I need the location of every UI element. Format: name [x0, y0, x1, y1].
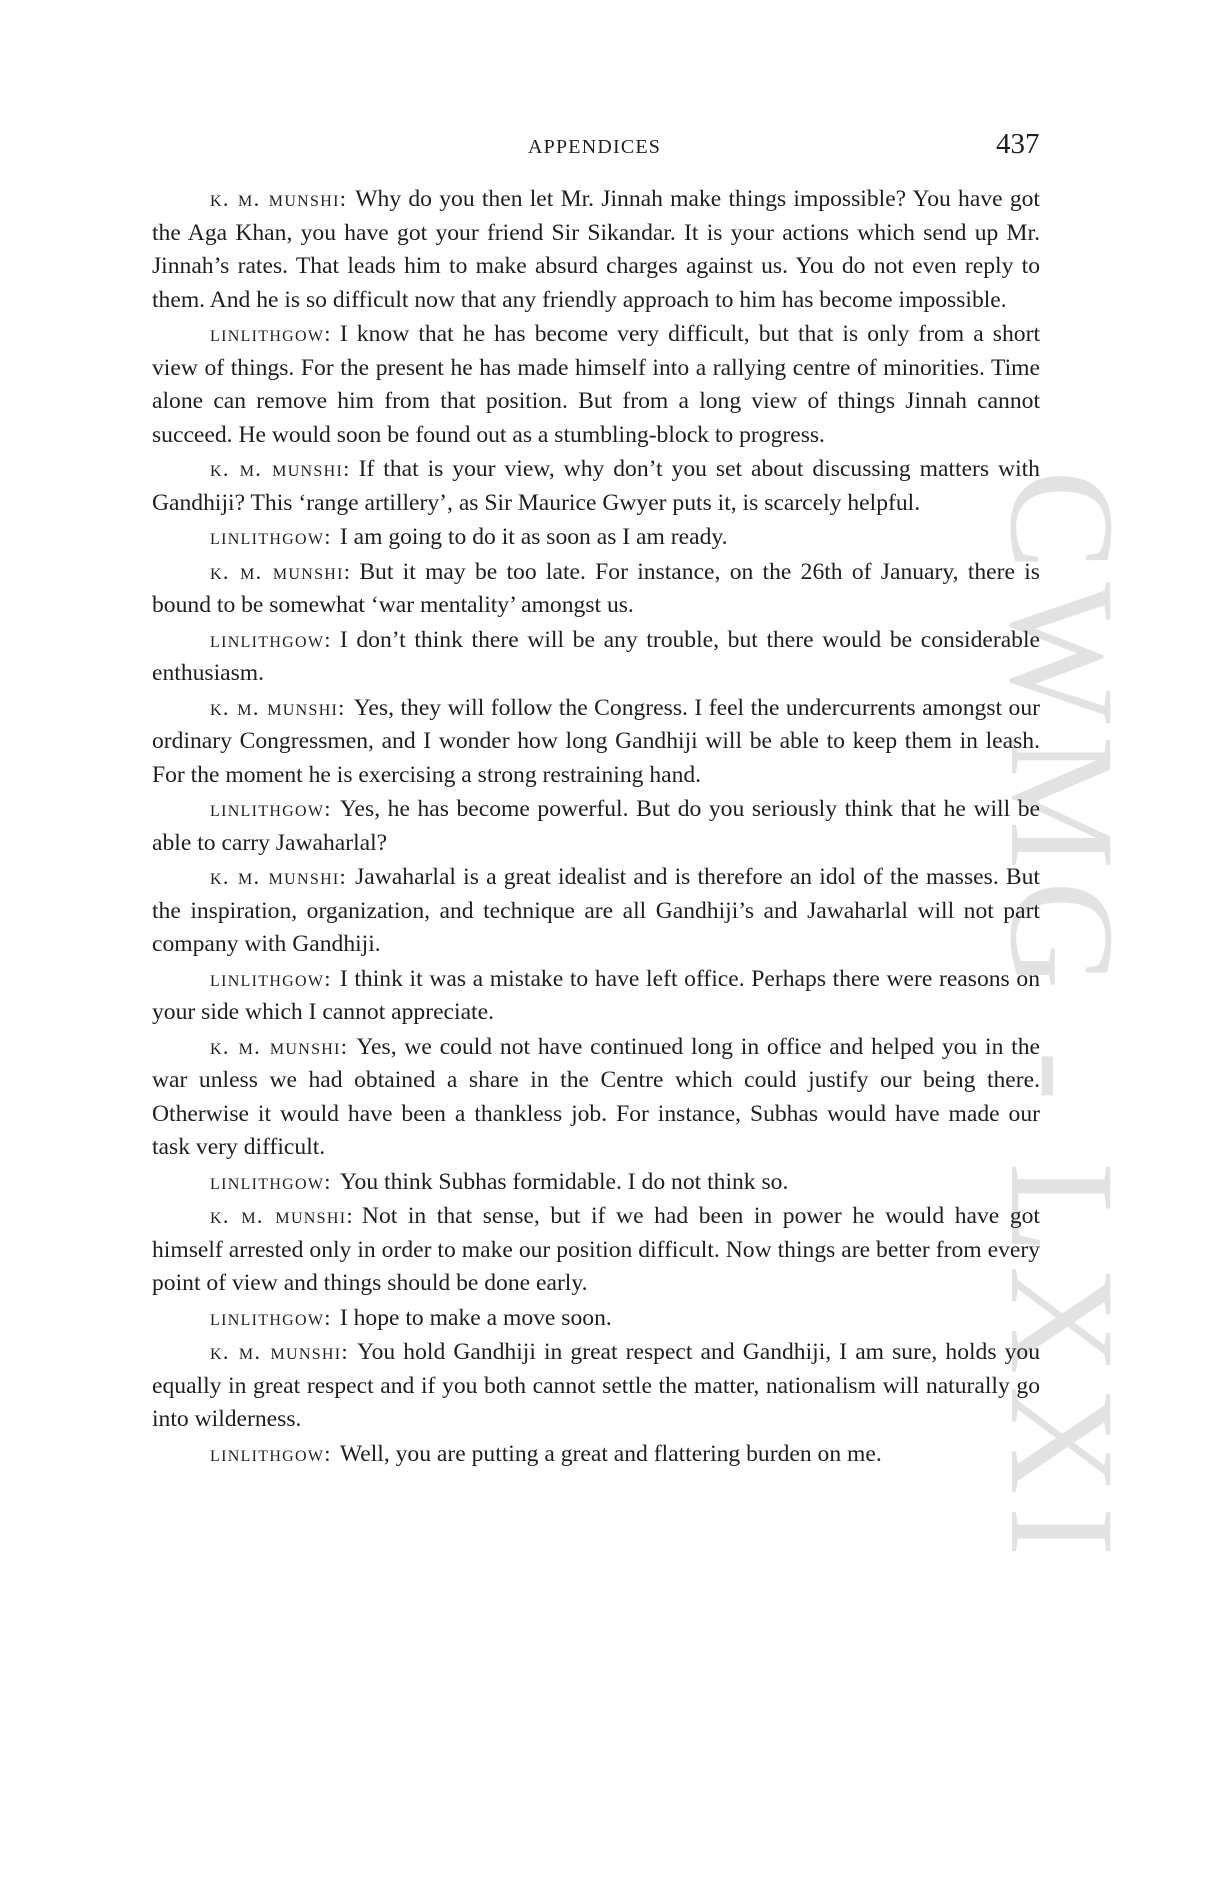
speaker-name: linlithgow:: [210, 1440, 332, 1466]
speaker-name: k. m. munshi:: [210, 558, 352, 584]
speaker-name: k. m. munshi:: [210, 186, 348, 211]
speaker-name: k. m. munshi:: [210, 1203, 354, 1228]
speaker-name: linlithgow:: [210, 1304, 332, 1330]
dialogue-paragraph: [152, 317, 1040, 452]
speech-text: You hold Gandhiji in great respect and Gandhiji, I am sure, holds you equally in great respect and if you both cannot settle the matter, nationalism will naturally go into wilderness.: [152, 1339, 1040, 1432]
speech-text: I am going to do it as soon as I am ready.: [339, 524, 728, 550]
dialogue-paragraph: [152, 623, 1040, 691]
dialogue-paragraph: [152, 1335, 1040, 1437]
dialogue-paragraph: [152, 792, 1040, 860]
speech-text: Yes, they will follow the Congress. I feel the undercurrents amongst our ordinary Congressmen, and I wonder how long Gandhiji will be able to keep them in leash. For the moment he is exercising a strong restraining hand.: [152, 694, 1040, 788]
speech-text: I hope to make a move soon.: [339, 1304, 612, 1331]
dialogue-paragraph: [152, 1199, 1040, 1301]
speech-text: Well, you are putting a great and flattering burden on me.: [339, 1440, 882, 1467]
dialogue-paragraph: [152, 1165, 1040, 1200]
speech-text: Not in that sense, but if we had been in power he would have got himself arrested only in order to make our position difficult. Now things are better from every point of view and things should be done early.: [152, 1203, 1040, 1296]
speech-text: Why do you then let Mr. Jinnah make things impossible? You have got the Aga Khan, you have got your friend Sir Sikandar. It is your actions which send up Mr. Jinnah’s rates. That leads him to make absurd charges against us. You do not even reply to them. And he is so difficult now that any friendly approach to him has become impossible.: [152, 186, 1040, 313]
speaker-name: k. m. munshi:: [210, 864, 348, 889]
speech-text: I don’t think there will be any trouble, but there would be considerable enthusiasm.: [152, 626, 1040, 686]
page-number: 437: [996, 128, 1040, 160]
speaker-name: linlithgow:: [210, 796, 332, 821]
speaker-name: linlithgow:: [210, 321, 332, 346]
speech-text: But it may be too late. For instance, on the 26th of January, there is bound to be somewhat ‘war mentality’ amongst us.: [152, 558, 1040, 618]
dialogue-paragraph: [152, 452, 1040, 520]
speech-text: Yes, we could not have continued long in office and helped you in the war unless we had obtained a share in the Centre which could justify our being there. Otherwise it would have been a thankless job. For instance, Subhas would have made our task very difficult.: [152, 1033, 1040, 1160]
speaker-name: linlithgow:: [210, 965, 332, 991]
dialogue-paragraph: [152, 182, 1040, 317]
dialogue-text: [152, 182, 1040, 1471]
speaker-name: k. m. munshi:: [210, 1033, 349, 1059]
speaker-name: k. m. munshi:: [210, 1339, 349, 1364]
watermark-text: CWMG - LXXI: [979, 470, 1145, 1569]
dialogue-paragraph: [152, 962, 1040, 1030]
dialogue-paragraph: [152, 691, 1040, 793]
speaker-name: linlithgow:: [210, 524, 332, 549]
speaker-name: linlithgow:: [210, 626, 332, 652]
speech-text: I think it was a mistake to have left office. Perhaps there were reasons on your side which I cannot appreciate.: [152, 965, 1040, 1025]
dialogue-paragraph: [152, 555, 1040, 623]
speech-text: Yes, he has become powerful. But do you seriously think that he will be able to carry Jawaharlal?: [152, 796, 1040, 856]
dialogue-paragraph: [152, 1301, 1040, 1336]
speech-text: Jawaharlal is a great idealist and is therefore an idol of the masses. But the inspiration, organization, and technique are all Gandhiji’s and Jawaharlal will not part company with Gandhiji.: [152, 864, 1040, 957]
speech-text: If that is your view, why don’t you set about discussing matters with Gandhiji? This ‘range artillery’, as Sir Maurice Gwyer puts it, is scarcely helpful.: [152, 456, 1040, 516]
dialogue-paragraph: [152, 1030, 1040, 1165]
speaker-name: linlithgow:: [210, 1168, 332, 1194]
dialogue-paragraph: [152, 520, 1040, 555]
running-title: APPENDICES: [528, 136, 662, 158]
speech-text: I know that he has become very difficult, but that is only from a short view of things. For the present he has made himself into a rallying centre of minorities. Time alone can remove him from that position. But from a long view of things Jinnah cannot succeed. He would soon be found out as a stumbling-block to progress.: [152, 321, 1040, 448]
dialogue-paragraph: [152, 1437, 1040, 1472]
speech-text: You think Subhas formidable. I do not think so.: [339, 1168, 789, 1195]
speaker-name: k. m. munshi:: [210, 694, 346, 720]
speaker-name: k. m. munshi:: [210, 456, 351, 481]
dialogue-paragraph: [152, 860, 1040, 962]
